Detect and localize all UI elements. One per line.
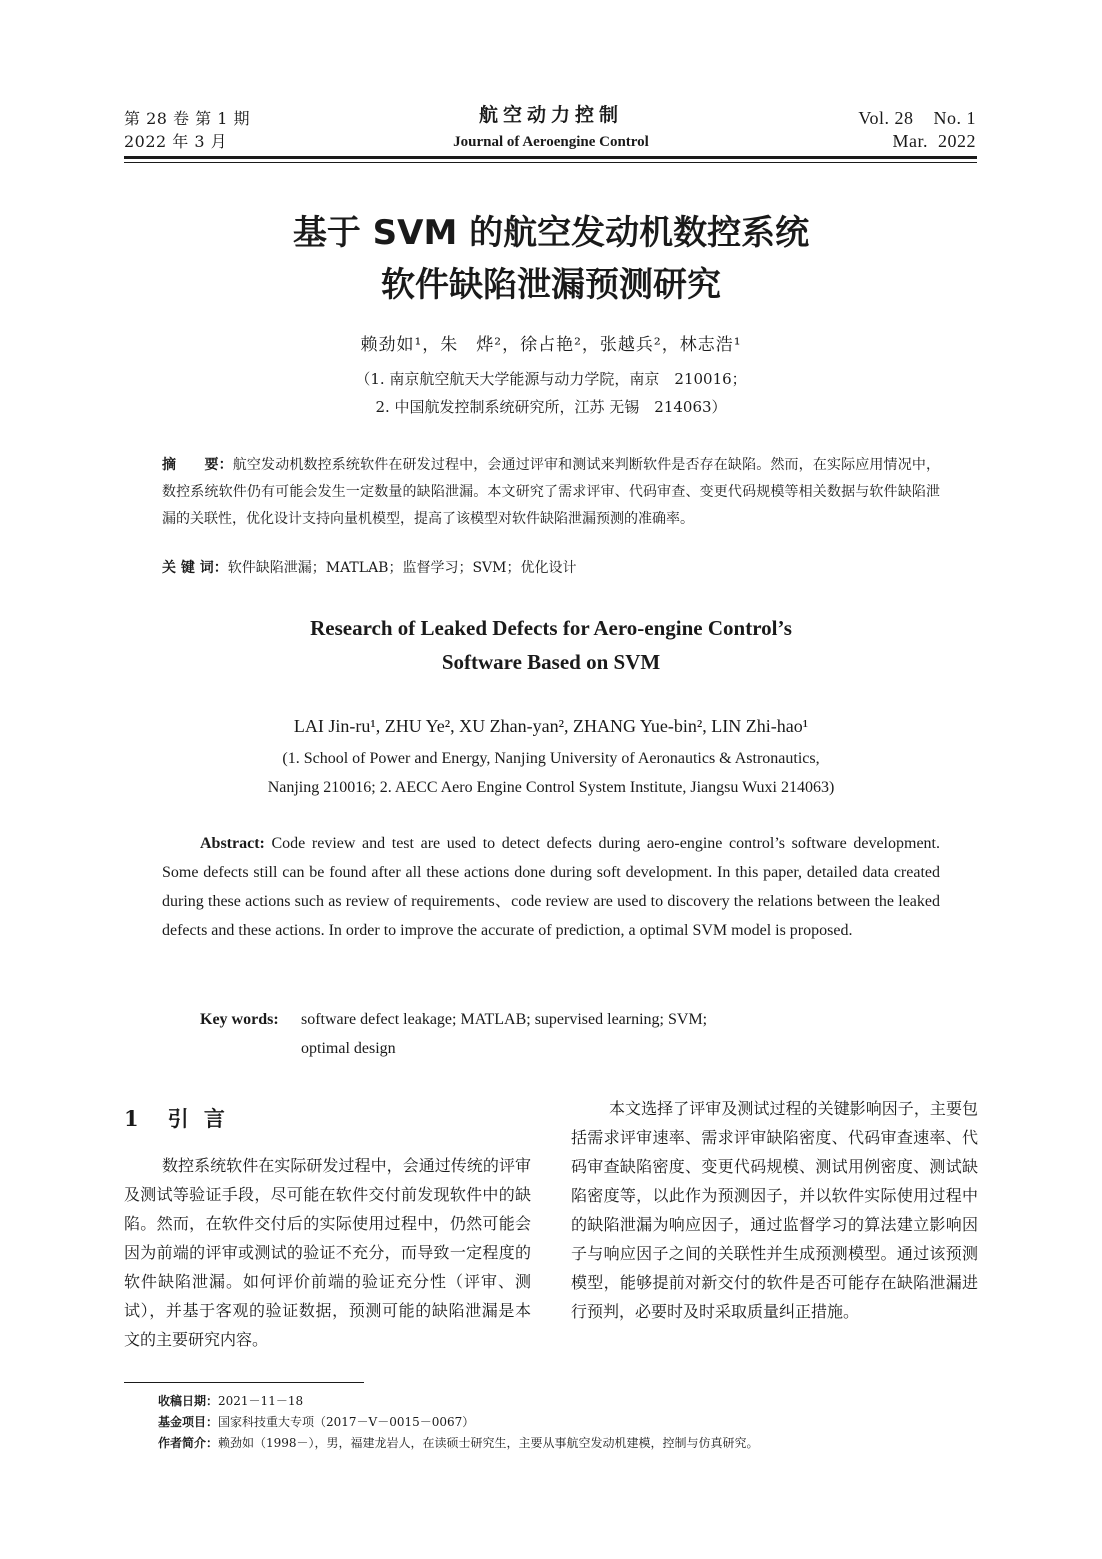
abstract-cn (162, 452, 940, 533)
author-bio-label: 作者简介： (158, 1436, 219, 1450)
abstract-cn-label: 摘 要： (162, 457, 233, 473)
abstract-en-label: Abstract: (200, 835, 265, 852)
received-date: 2021－11－18 (218, 1394, 304, 1408)
date-cn: 2022 年 3 月 (124, 132, 228, 151)
affiliation-cn-line1: （1. 南京航空航天大学能源与动力学院，南京 210016； (355, 370, 747, 388)
abstract-cn-text: 航空发动机数控系统软件在研发过程中，会通过评审和测试来判断软件是否存在缺陷。然而，在实际应用情况中，数控系统软件仍有可能会发生一定数量的缺陷泄漏。本文研究了需求评审、代码审查、变更代码规模等相关数据与软件缺陷泄漏的关联性，优化设计支持向量机模型，提高了该模型对软件缺陷泄漏预测的准确率。 (162, 457, 941, 527)
fund-label: 基金项目： (158, 1415, 219, 1429)
received-label: 收稿日期： (158, 1394, 219, 1408)
footnote-author (158, 1433, 978, 1454)
paper-title-en (0, 611, 1102, 679)
header-rule-thick (124, 156, 977, 159)
body-paragraph-right: 本文选择了评审及测试过程的关键影响因子，主要包括需求评审速率、需求评审缺陷密度、代码审查速率、代码审查缺陷密度、变更代码规模、测试用例密度、测试缺陷密度等，以此作为预测因子，并以软件实际使用过程中的缺陷泄漏为响应因子，通过监督学习的算法建立影响因子与响应因子之间的关联性并生成预测模型。通过该预测模型，能够提前对新交付的软件是否可能存在缺陷泄漏进行预判，必要时及时采取质量纠正措施。 (571, 1099, 978, 1321)
keywords-en-line2: optimal design (301, 1040, 396, 1057)
affiliation-en-line1: (1. School of Power and Energy, Nanjing University of Aeronautics & Astronautics, (282, 750, 820, 767)
volume-issue-en: Vol. 28 No. 1 (858, 108, 976, 128)
footnote-rule (124, 1382, 364, 1383)
affiliation-cn-line2: 2. 中国航发控制系统研究所，江苏 无锡 214063） (375, 398, 727, 416)
journal-name-cn: 航空动力控制 (478, 104, 623, 126)
footnotes (158, 1391, 978, 1454)
fund-text: 国家科技重大专项（2017－V－0015－0067） (218, 1415, 475, 1429)
keywords-cn-label: 关 键 词： (162, 560, 228, 576)
authors-cn: 赖劲如¹，朱 烨²，徐占艳²，张越兵²，林志浩¹ (360, 335, 742, 355)
title-cn-line2: 软件缺陷泄漏预测研究 (381, 265, 721, 305)
volume-issue-cn: 第 28 卷 第 1 期 (124, 109, 250, 128)
title-en-line2: Software Based on SVM (441, 650, 661, 674)
authors-en: LAI Jin-ru¹, ZHU Ye², XU Zhan-yan², ZHANG Yue-bin², LIN Zhi-hao¹ (293, 716, 809, 736)
keywords-en (200, 1005, 940, 1063)
keywords-en-line1: software defect leakage; MATLAB; supervised learning; SVM; (301, 1011, 708, 1028)
paper-title-cn (0, 207, 1102, 311)
keywords-cn (162, 556, 940, 580)
affiliations-cn (0, 365, 1102, 421)
affiliation-en-line2: Nanjing 210016; 2. AECC Aero Engine Control System Institute, Jiangsu Wuxi 214063) (267, 779, 835, 796)
abstract-en-text: Code review and test are used to detect defects during aero-engine control’s software development. Some defects still can be found after all these actions done during soft development. In this paper, detailed data created during these actions such as review of requirements、code review are used to discovery the relations between the leaked defects and these actions. In order to improve the accurate of prediction, a optimal SVM model is proposed. (162, 835, 940, 939)
date-en: Mar. 2022 (892, 131, 976, 151)
abstract-en (162, 829, 940, 945)
journal-name-en: Journal of Aeroengine Control (453, 134, 649, 150)
keywords-cn-text: 软件缺陷泄漏；MATLAB；监督学习；SVM；优化设计 (227, 560, 577, 576)
body-paragraph-left: 数控系统软件在实际研发过程中，会通过传统的评审及测试等验证手段，尽可能在软件交付前发现软件中的缺陷。然而，在软件交付后的实际使用过程中，仍然可能会因为前端的评审或测试的验证不充分，而导致一定程度的软件缺陷泄漏。如何评价前端的验证充分性（评审、测试），并基于客观的验证数据，预测可能的缺陷泄漏是本文的主要研究内容。 (124, 1156, 531, 1349)
footnote-fund (158, 1412, 978, 1433)
section-heading: 1 引 言 (124, 1106, 229, 1131)
title-en-line1: Research of Leaked Defects for Aero-engine Control’s (310, 616, 792, 640)
keywords-en-label: Key words: (200, 1011, 279, 1028)
affiliations-en (0, 744, 1102, 802)
header-rule-thin (124, 162, 977, 163)
title-cn-line1: 基于 SVM 的航空发动机数控系统 (292, 213, 810, 253)
author-bio-text: 赖劲如（1998－），男，福建龙岩人，在读硕士研究生，主要从事航空发动机建模，控制与仿真研究。 (218, 1436, 759, 1450)
header-right (858, 107, 976, 153)
footnote-received (158, 1391, 978, 1412)
